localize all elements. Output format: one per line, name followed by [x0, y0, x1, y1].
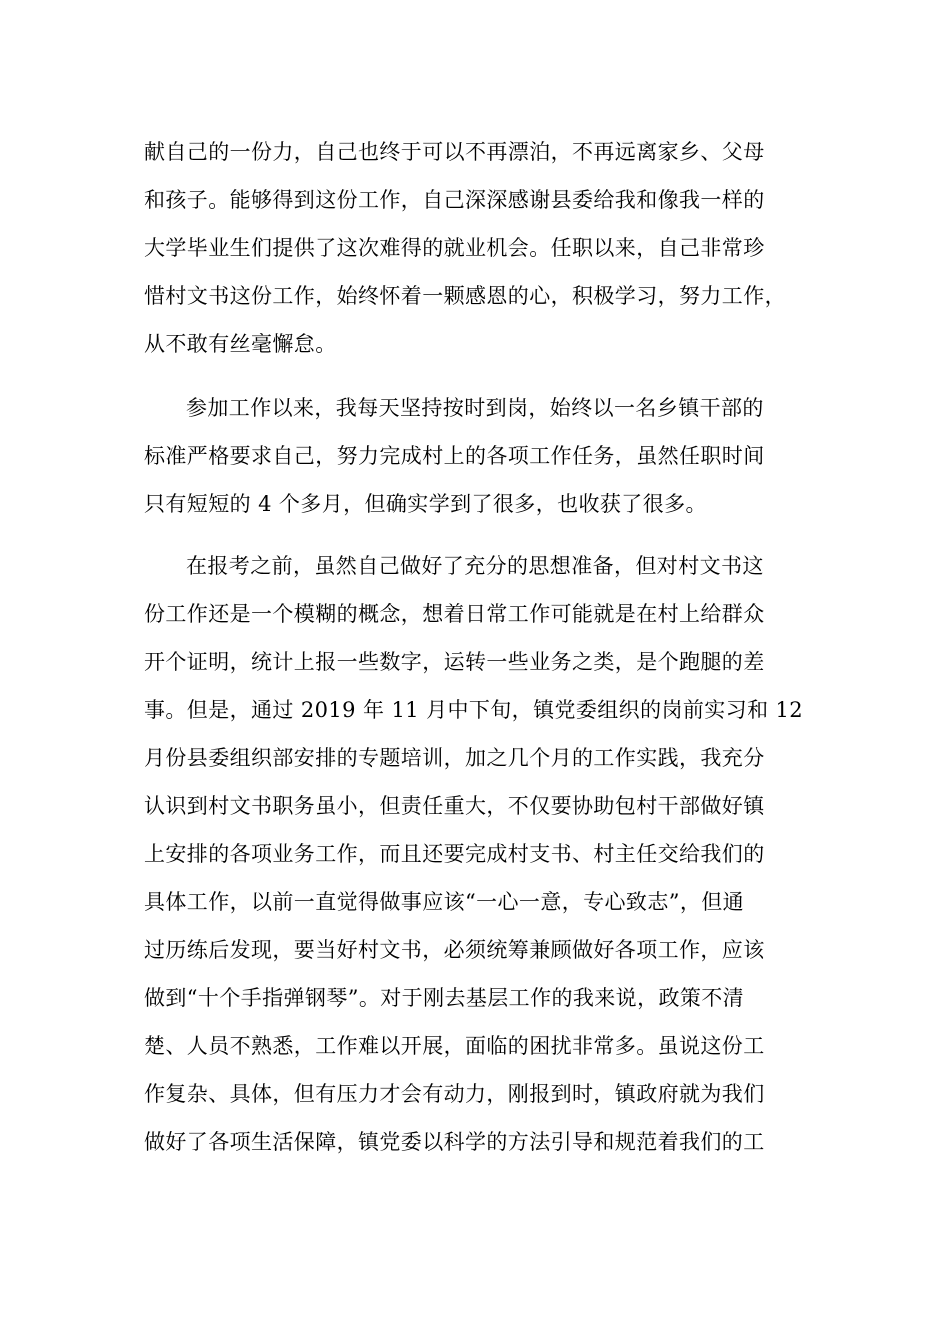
text-line: 只有短短的 4 个多月，但确实学到了很多，也收获了很多。	[144, 492, 707, 516]
text-line: 份工作还是一个模糊的概念，想着日常工作可能就是在村上给群众	[144, 602, 765, 626]
text-line: 过历练后发现，要当好村文书，必须统筹兼顾做好各项工作，应该	[144, 938, 765, 962]
text-line: 做到“十个手指弹钢琴”。对于刚去基层工作的我来说，政策不清	[144, 986, 745, 1010]
text-line: 开个证明，统计上报一些数字，运转一些业务之类，是个跑腿的差	[144, 650, 765, 674]
text-line: 楚、人员不熟悉，工作难以开展，面临的困扰非常多。虽说这份工	[144, 1034, 765, 1058]
text-line: 月份县委组织部安排的专题培训，加之几个月的工作实践，我充分	[144, 746, 765, 770]
text-line: 具体工作，以前一直觉得做事应该“一心一意，专心致志”，但通	[144, 890, 745, 914]
text-line: 和孩子。能够得到这份工作，自己深深感谢县委给我和像我一样的	[144, 188, 765, 212]
text-line: 做好了各项生活保障，镇党委以科学的方法引导和规范着我们的工	[144, 1130, 765, 1154]
text-line: 上安排的各项业务工作，而且还要完成村支书、村主任交给我们的	[144, 842, 765, 866]
paragraph-first-line: 参加工作以来，我每天坚持按时到岗，始终以一名乡镇干部的	[186, 396, 764, 420]
text-line: 从不敢有丝毫懈怠。	[144, 332, 337, 356]
text-line: 事。但是，通过 2019 年 11 月中下旬，镇党委组织的岗前实习和 12	[144, 698, 804, 722]
text-line: 大学毕业生们提供了这次难得的就业机会。任职以来，自己非常珍	[144, 236, 765, 260]
text-line: 认识到村文书职务虽小，但责任重大，不仅要协助包村干部做好镇	[144, 794, 765, 818]
text-line: 献自己的一份力，自己也终于可以不再漂泊，不再远离家乡、父母	[144, 140, 765, 164]
text-line: 作复杂、具体，但有压力才会有动力，刚报到时，镇政府就为我们	[144, 1082, 765, 1106]
text-line: 标准严格要求自己，努力完成村上的各项工作任务，虽然任职时间	[144, 444, 765, 468]
text-line: 惜村文书这份工作，始终怀着一颗感恩的心，积极学习，努力工作，	[144, 284, 786, 308]
paragraph-first-line: 在报考之前，虽然自己做好了充分的思想准备，但对村文书这	[186, 554, 764, 578]
